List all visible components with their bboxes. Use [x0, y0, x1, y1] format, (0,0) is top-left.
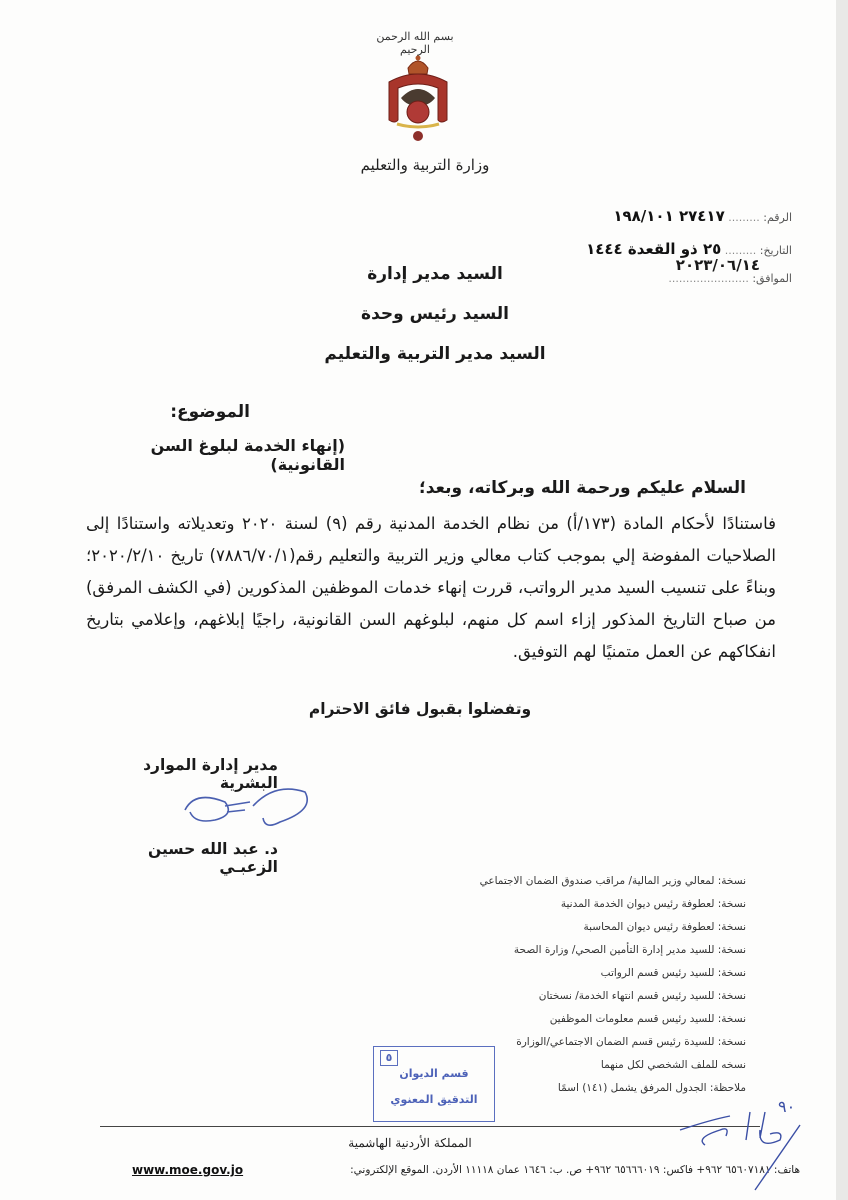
contact-info: هاتف: ٦٥٦٠٧١٨١ ٩٦٢+ فاكس: ٦٥٦٦٦٠١٩ ٩٦٢+ ص. ب: ١٦٤٦ عمان ١١١١٨ الأردن. الموقع الإلكتروني:	[350, 1164, 800, 1176]
cc-item: نسخة: للسيد رئيس قسم معلومات الموظفين	[549, 1013, 746, 1025]
body-paragraph: فاستنادًا لأحكام المادة (١٧٣/أ) من نظام الخدمة المدنية رقم (٩) لسنة ٢٠٢٠ وتعديلاته واستنادًا إلى الصلاحيات المفوضة إلي بموجب كتاب معالي وزير التربية والتعليم رقم(٧٨٨٦/٧٠/١) تاريخ ٢٠٢٠/٢/١٠؛ وبناءً على تنسيب السيد مدير الرواتب، قررت إنهاء خدمات الموظفين المذكورين (في الكشف المرفق) من صباح التاريخ المذكور إزاء اسم كل منهم، لبلوغهم السن القانونية، راجيًا إبلاغهم، وإعلامي بتاريخ انفكاكهم عن العمل متمنيًا لهم التوفيق.	[86, 514, 777, 661]
handwritten-annotation-icon	[660, 1090, 810, 1200]
cc-item: نسخة: للسيد رئيس قسم انتهاء الخدمة/ نسختان	[538, 990, 746, 1002]
jordan-coat-of-arms-icon	[383, 50, 453, 150]
signatory-title: مدير إدارة الموارد البشرية	[143, 756, 278, 792]
scan-edge	[836, 0, 848, 1200]
gregorian-date-value: ٢٠٢٣/٠٦/١٤	[675, 256, 760, 274]
ministry-name: وزارة التربية والتعليم	[360, 156, 490, 174]
website-link[interactable]: www.moe.gov.jo	[132, 1163, 244, 1177]
addressee: السيد مدير إدارة	[367, 264, 503, 284]
subject-label: الموضوع:	[170, 402, 250, 422]
audit-stamp	[373, 1046, 495, 1122]
stamp-number: ٥	[380, 1050, 398, 1066]
cc-item: نسخه للملف الشخصي لكل منهما	[600, 1059, 746, 1071]
signatory-name: د. عبد الله حسين الزعبـي	[148, 840, 278, 876]
cc-item: نسخة: للسيدة رئيس قسم الضمان الاجتماعي/الوزارة	[516, 1036, 746, 1048]
cc-item: نسخة: لعطوفة رئيس ديوان المحاسبة	[583, 921, 746, 933]
reference-number	[613, 207, 792, 225]
closing-line: وتفضلوا بقبول فائق الاحترام	[308, 700, 532, 718]
hijri-date-value: ٢٥ ذو القعدة ١٤٤٤	[586, 240, 722, 258]
stamp-line-1: قسم الديوان	[399, 1067, 469, 1080]
dotted-leader: .......................	[668, 272, 749, 285]
attachment-note: ملاحظة: الجدول المرفق يشمل (١٤١) اسمًا	[557, 1082, 746, 1094]
signature-scribble-icon	[165, 780, 315, 840]
cc-item: نسخة: للسيد رئيس قسم الرواتب	[600, 967, 746, 979]
cc-item: نسخة: لعطوفة رئيس ديوان الخدمة المدنية	[560, 898, 746, 910]
addressee: السيد مدير التربية والتعليم	[324, 344, 546, 364]
basmala: بسم الله الرحمن الرحيم	[376, 30, 454, 56]
cc-item: نسخة: للسيد مدير إدارة التأمين الصحي/ وزارة الصحة	[513, 944, 746, 956]
handwritten-number: ٩٠	[778, 1097, 796, 1116]
date-label: التاريخ:	[759, 244, 792, 257]
addressee: السيد رئيس وحدة	[361, 304, 509, 324]
stamp-line-2: التدقيق المعنوي	[390, 1093, 478, 1106]
greeting: السلام عليكم ورحمة الله وبركاته، وبعد؛	[418, 478, 746, 498]
gregorian-label: الموافق:	[752, 272, 792, 285]
subject-text: (إنهاء الخدمة لبلوغ السن القانونية)	[150, 436, 345, 474]
cc-item: نسخة: لمعالي وزير المالية/ مراقب صندوق الضمان الاجتماعي	[479, 875, 746, 887]
country-name: المملكة الأردنية الهاشمية	[348, 1136, 472, 1150]
reference-number-label: الرقم:	[763, 211, 792, 224]
dotted-leader: .........	[728, 211, 760, 224]
dotted-leader: .........	[724, 244, 757, 257]
reference-number-value: ٢٧٤١٧ ١٩٨/١٠١	[613, 207, 725, 225]
